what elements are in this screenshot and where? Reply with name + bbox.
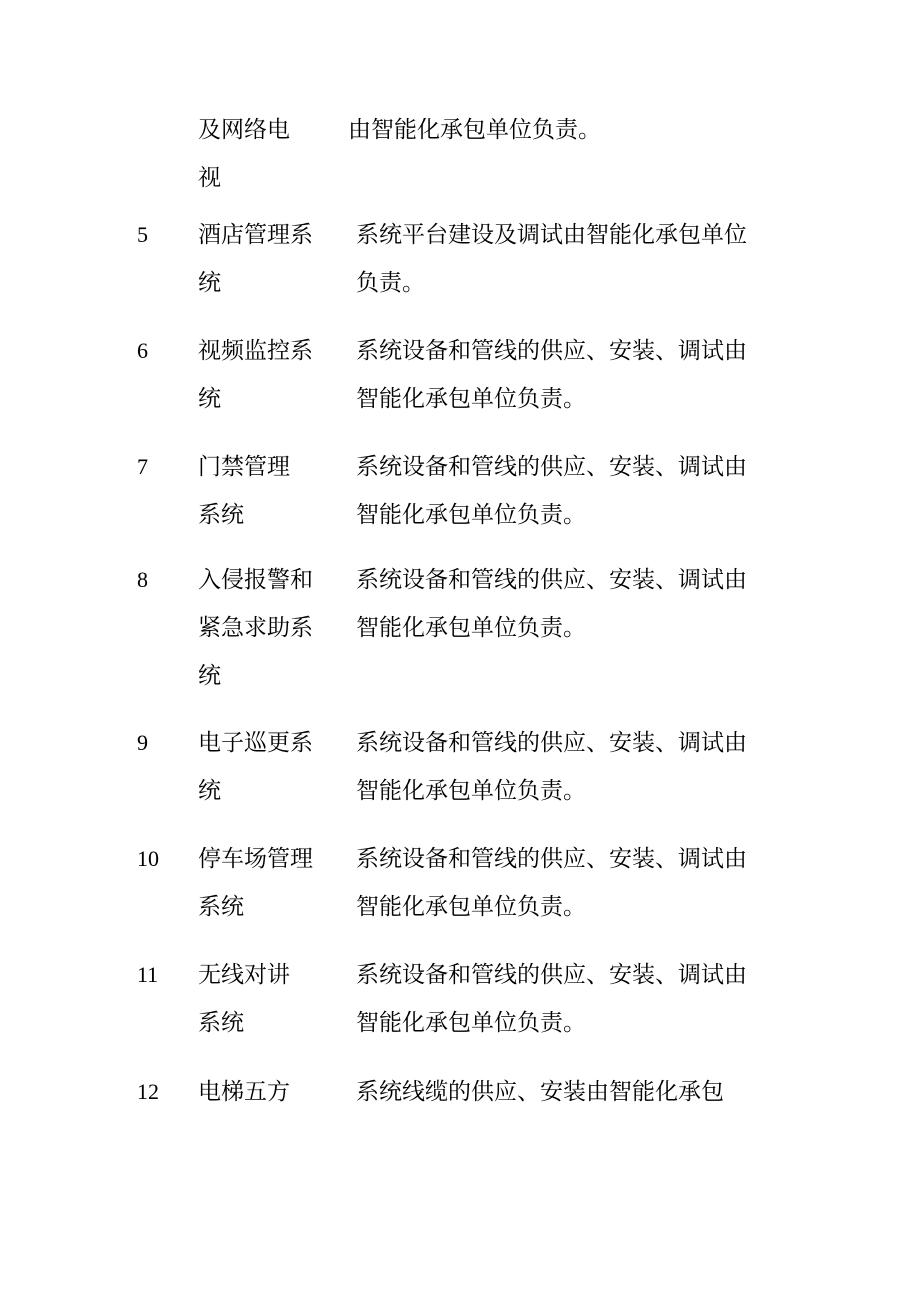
responsibility-line: 负责。 bbox=[356, 270, 425, 296]
system-name-line: 电子巡更系 bbox=[198, 730, 313, 756]
row-number: 6 bbox=[137, 338, 148, 363]
responsibility-line: 系统设备和管线的供应、安装、调试由 bbox=[356, 338, 747, 364]
responsibility-text bbox=[356, 719, 786, 815]
row-number: 12 bbox=[137, 1079, 159, 1104]
responsibility-line: 由智能化承包单位负责。 bbox=[348, 117, 601, 143]
system-name bbox=[198, 951, 328, 1047]
responsibility-line: 系统平台建设及调试由智能化承包单位 bbox=[356, 222, 747, 248]
system-name-line: 无线对讲 bbox=[198, 962, 290, 988]
system-name-line: 系统 bbox=[198, 502, 244, 528]
responsibility-line: 系统线缆的供应、安装由智能化承包 bbox=[356, 1079, 724, 1105]
responsibility-line: 智能化承包单位负责。 bbox=[356, 778, 586, 804]
system-name-line: 统 bbox=[198, 663, 221, 689]
system-name-line: 停车场管理 bbox=[198, 846, 313, 872]
responsibility-text bbox=[356, 556, 786, 652]
responsibility-line: 智能化承包单位负责。 bbox=[356, 894, 586, 920]
responsibility-line: 智能化承包单位负责。 bbox=[356, 1010, 586, 1036]
system-name-line: 统 bbox=[198, 386, 221, 412]
responsibility-line: 智能化承包单位负责。 bbox=[356, 386, 586, 412]
system-name bbox=[198, 106, 328, 202]
responsibility-line: 系统设备和管线的供应、安装、调试由 bbox=[356, 962, 747, 988]
system-name-line: 及网络电 bbox=[198, 117, 290, 143]
system-name bbox=[198, 556, 328, 700]
responsibility-text bbox=[356, 1068, 786, 1116]
system-name bbox=[198, 719, 328, 815]
responsibility-line: 系统设备和管线的供应、安装、调试由 bbox=[356, 567, 747, 593]
system-name-line: 电梯五方 bbox=[198, 1079, 290, 1105]
system-name-line: 紧急求助系 bbox=[198, 615, 313, 641]
row-number: 8 bbox=[137, 567, 148, 592]
row-number: 9 bbox=[137, 730, 148, 755]
system-name-line: 入侵报警和 bbox=[198, 567, 313, 593]
responsibility-text bbox=[356, 835, 786, 931]
row-number: 5 bbox=[137, 222, 148, 247]
system-name-line: 视 bbox=[198, 165, 221, 191]
system-name-line: 视频监控系 bbox=[198, 338, 313, 364]
responsibility-text bbox=[356, 327, 786, 423]
responsibility-line: 智能化承包单位负责。 bbox=[356, 615, 586, 641]
responsibility-line: 系统设备和管线的供应、安装、调试由 bbox=[356, 454, 747, 480]
system-name-line: 统 bbox=[198, 778, 221, 804]
row-number: 11 bbox=[137, 962, 159, 987]
system-name-line: 统 bbox=[198, 270, 221, 296]
responsibility-line: 系统设备和管线的供应、安装、调试由 bbox=[356, 730, 747, 756]
system-name-line: 系统 bbox=[198, 1010, 244, 1036]
responsibility-line: 智能化承包单位负责。 bbox=[356, 502, 586, 528]
system-name-line: 酒店管理系 bbox=[198, 222, 313, 248]
responsibility-text bbox=[356, 951, 786, 1047]
responsibility-text bbox=[356, 443, 786, 539]
row-number: 7 bbox=[137, 454, 148, 479]
system-name bbox=[198, 211, 328, 307]
system-name bbox=[198, 1068, 328, 1116]
system-name-line: 门禁管理 bbox=[198, 454, 290, 480]
responsibility-line: 系统设备和管线的供应、安装、调试由 bbox=[356, 846, 747, 872]
system-name-line: 系统 bbox=[198, 894, 244, 920]
system-name bbox=[198, 835, 328, 931]
system-name bbox=[198, 443, 328, 539]
responsibility-text bbox=[348, 106, 778, 154]
responsibility-text bbox=[356, 211, 786, 307]
system-name bbox=[198, 327, 328, 423]
row-number: 10 bbox=[137, 846, 159, 871]
